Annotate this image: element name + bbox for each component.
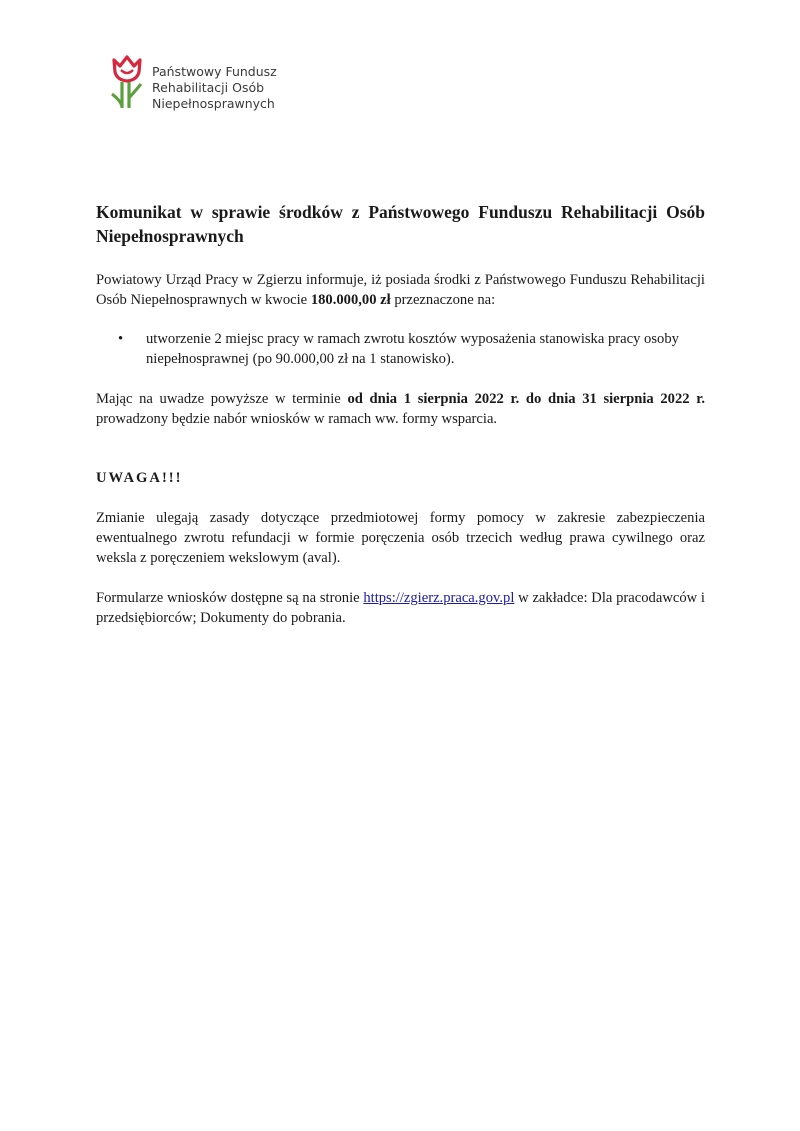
forms-text: Formularze wniosków dostępne są na stronie xyxy=(96,590,364,606)
dates-paragraph xyxy=(96,389,705,429)
list-item xyxy=(96,329,705,369)
document-title: Komunikat w sprawie środków z Państwowego Funduszu Rehabilitacji Osób Niepełnosprawnych xyxy=(96,202,705,246)
logo-line-1: Państwowy Fundusz xyxy=(152,64,277,79)
website-link[interactable]: https://zgierz.praca.gov.pl xyxy=(363,590,515,606)
pfron-logo xyxy=(110,54,277,112)
uwaga-heading: UWAGA!!! xyxy=(96,470,183,486)
intro-amount: 180.000,00 zł xyxy=(310,292,391,308)
forms-paragraph xyxy=(96,588,705,628)
forms-suffix: w zakładce: Dla pracodawców i przedsiębiorców; Dokumenty do pobrania. xyxy=(96,590,705,626)
dates-text: Mając na uwadze powyższe w terminie xyxy=(96,391,348,407)
dates-range: od dnia 1 sierpnia 2022 r. do dnia 31 sierpnia 2022 r. xyxy=(347,391,705,407)
change-paragraph: Zmianie ulegają zasady dotyczące przedmiotowej formy pomocy w zakresie zabezpieczenia ewentualnego zwrotu refundacji w formie poręczenia osób trzecich według prawa cywilnego oraz weksla z poręczeniem wekslowym (aval). xyxy=(96,510,705,566)
tulip-logo-icon xyxy=(110,54,144,110)
intro-suffix: przeznaczone na: xyxy=(390,292,496,308)
intro-paragraph xyxy=(96,270,705,310)
logo-text xyxy=(152,64,277,112)
document-body xyxy=(96,200,705,628)
dates-suffix: prowadzony będzie nabór wniosków w ramach ww. formy wsparcia. xyxy=(96,411,498,427)
logo-line-2: Rehabilitacji Osób xyxy=(152,80,265,95)
logo-line-3: Niepełnosprawnych xyxy=(152,96,275,111)
bullet-icon: • xyxy=(118,331,124,347)
bullet-list xyxy=(96,329,705,369)
list-item-text: utworzenie 2 miejsc pracy w ramach zwrotu kosztów wyposażenia stanowiska pracy osoby niepełnosprawnej (po 90.000,00 zł na 1 stanowisko). xyxy=(146,331,679,367)
intro-text: Powiatowy Urząd Pracy w Zgierzu informuje, iż posiada środki z Państwowego Funduszu Rehabilitacji Osób Niepełnosprawnych w kwocie xyxy=(96,272,705,308)
